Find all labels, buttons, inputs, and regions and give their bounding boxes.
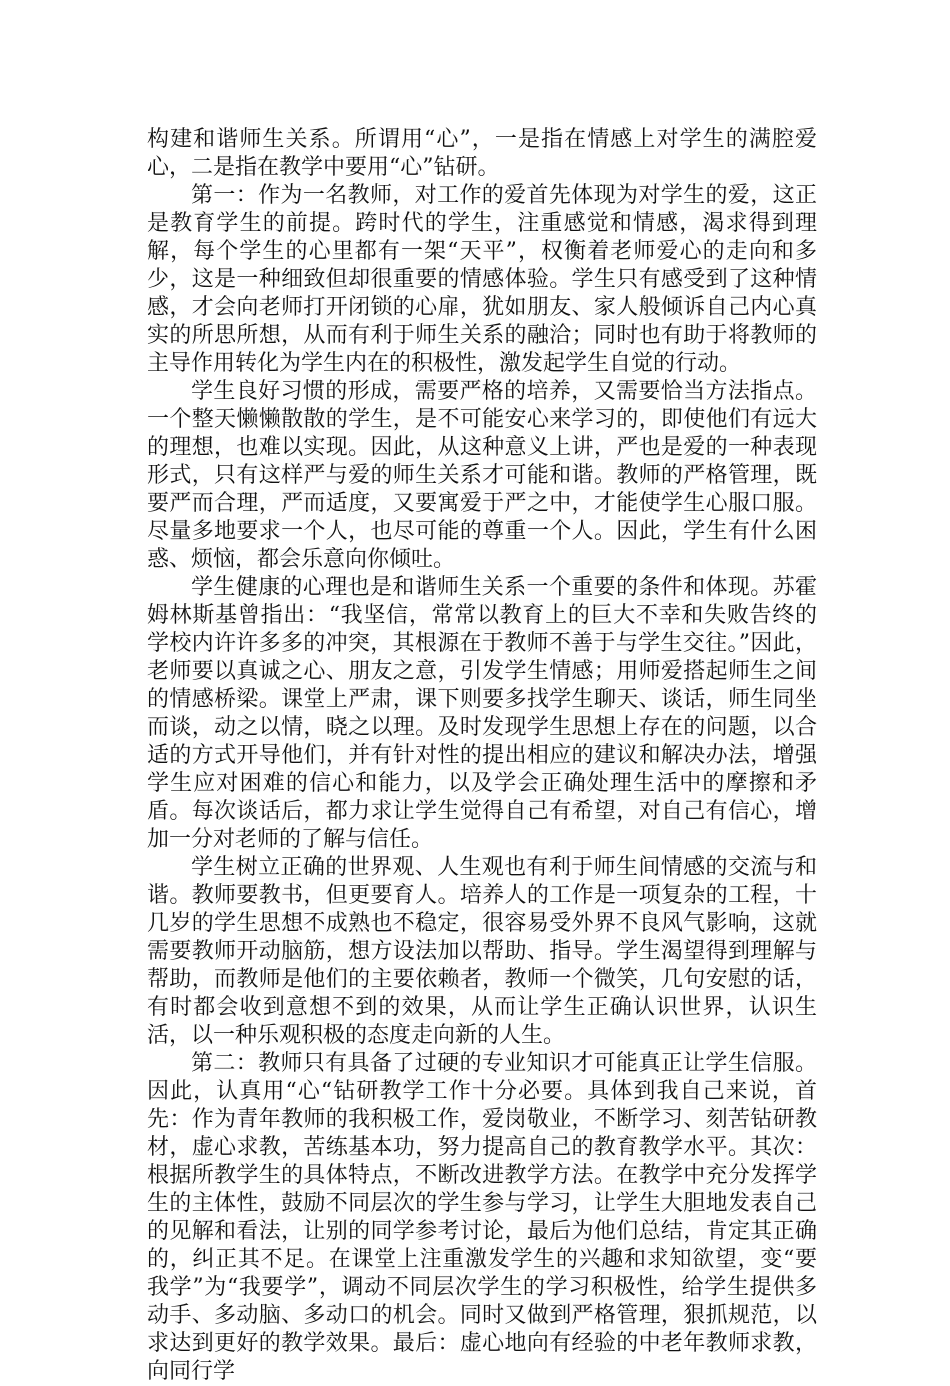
document-body bbox=[147, 126, 817, 1386]
paragraph-continuation: 构建和谐师生关系。所谓用“心”，一是指在情感上对学生的满腔爱心，二是指在教学中要用“心”钻研。 bbox=[147, 127, 817, 180]
paragraph-habits: 学生良好习惯的形成，需要严格的培养，又需要恰当方法指点。一个整天懒懒散散的学生，是不可能安心来学习的，即使他们有远大的理想，也难以实现。因此，从这种意义上讲，严也是爱的一种表现形式，只有这样严与爱的师生关系才可能和谐。教师的严格管理，既要严而合理，严而适度，又要寓爱于严之中，才能使学生心服口服。尽量多地要求一个人，也尽可能的尊重一个人。因此，学生有什么困惑、烦恼，都会乐意向你倾吐。 bbox=[147, 379, 817, 572]
paragraph-psychology: 学生健康的心理也是和谐师生关系一个重要的条件和体现。苏霍姆林斯基曾指出：“我坚信，常常以教育上的巨大不幸和失败告终的学校内许许多多的冲突，其根源在于教师不善于与学生交往。”因此，老师要以真诚之心、朋友之意，引发学生情感；用师爱搭起师生之间的情感桥梁。课堂上严肃，课下则要多找学生聊天、谈话，师生同坐而谈，动之以情，晓之以理。及时发现学生思想上存在的问题，以合适的方式开导他们，并有针对性的提出相应的建议和解决办法，增强学生应对困难的信心和能力，以及学会正确处理生活中的摩擦和矛盾。每次谈话后，都力求让学生觉得自己有希望，对自己有信心，增加一分对老师的了解与信任。 bbox=[147, 575, 817, 852]
paragraph-first-point: 第一：作为一名教师，对工作的爱首先体现为对学生的爱，这正是教育学生的前提。跨时代的学生，注重感觉和情感，渴求得到理解，每个学生的心里都有一架“天平”，权衡着老师爱心的走向和多少，这是一种细致但却很重要的情感体验。学生只有感受到了这种情感，才会向老师打开闭锁的心扉，犹如朋友、家人般倾诉自己内心真实的所思所想，从而有利于师生关系的融洽；同时也有助于将教师的主导作用转化为学生内在的积极性，激发起学生自觉的行动。 bbox=[147, 183, 817, 376]
paragraph-second-point: 第二：教师只有具备了过硬的专业知识才可能真正让学生信服。因此，认真用“心“钻研教学工作十分必要。具体到我自己来说，首先：作为青年教师的我积极工作，爱岗敬业，不断学习、刻苦钻研教材，虚心求教，苦练基本功，努力提高自己的教育教学水平。其次：根据所教学生的具体特点，不断改进教学方法。在教学中充分发挥学生的主体性，鼓励不同层次的学生参与学习，让学生大胆地发表自己的见解和看法，让别的同学参考讨论，最后为他们总结，肯定其正确的，纠正其不足。在课堂上注重激发学生的兴趣和求知欲望，变“要我学”为“我要学”，调动不同层次学生的学习积极性，给学生提供多动手、多动脑、多动口的机会。同时又做到严格管理，狠抓规范，以求达到更好的教学效果。最后：虚心地向有经验的中老年教师求教，向同行学 bbox=[147, 1051, 817, 1384]
paragraph-worldview: 学生树立正确的世界观、人生观也有利于师生间情感的交流与和谐。教师要教书，但更要育人。培养人的工作是一项复杂的工程，十几岁的学生思想不成熟也不稳定，很容易受外界不良风气影响，这就需要教师开动脑筋，想方设法加以帮助、指导。学生渴望得到理解与帮助，而教师是他们的主要依赖者，教师一个微笑，几句安慰的话，有时都会收到意想不到的效果，从而让学生正确认识世界，认识生活，以一种乐观积极的态度走向新的人生。 bbox=[147, 855, 817, 1048]
